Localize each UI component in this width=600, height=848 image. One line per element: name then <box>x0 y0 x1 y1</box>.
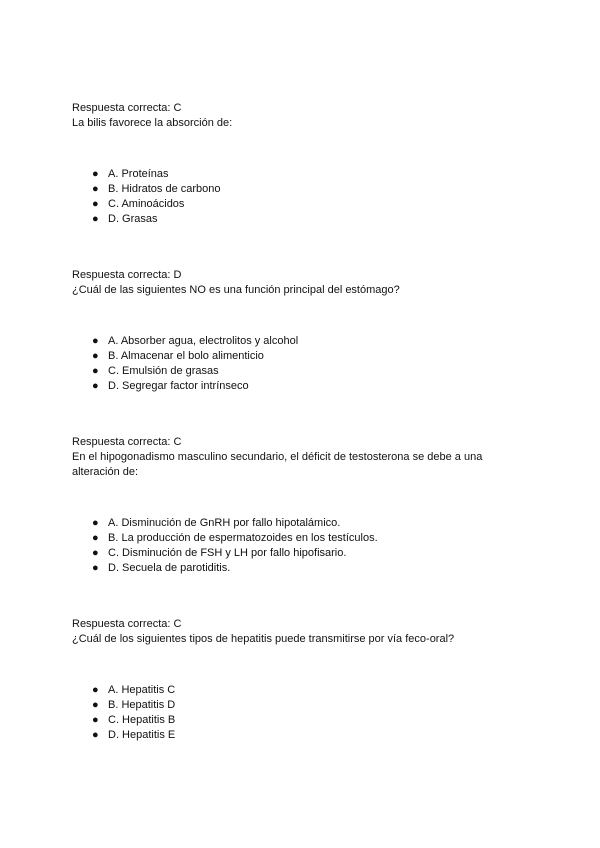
option-item <box>92 334 298 349</box>
option-item <box>92 531 378 546</box>
option-item <box>92 546 378 561</box>
question-block-4 <box>72 617 532 741</box>
option-item <box>92 698 175 713</box>
option-text: C. Aminoácidos <box>108 198 185 210</box>
option-item <box>92 683 175 698</box>
option-item <box>92 713 175 728</box>
option-text: C. Emulsión de grasas <box>108 365 219 377</box>
question-block-1 <box>72 101 532 225</box>
option-text: B. Almacenar el bolo alimenticio <box>108 350 264 362</box>
bullet-icon: ● <box>92 517 99 529</box>
option-item <box>92 212 221 227</box>
option-text: D. Secuela de parotiditis. <box>108 562 231 574</box>
question-block-3 <box>72 435 532 574</box>
option-item <box>92 197 221 212</box>
bullet-icon: ● <box>92 365 99 377</box>
options-list <box>92 683 175 743</box>
bullet-icon: ● <box>92 380 99 392</box>
options-list <box>92 334 298 394</box>
bullet-icon: ● <box>92 714 99 726</box>
question-block-2 <box>72 268 532 392</box>
bullet-icon: ● <box>92 350 99 362</box>
question-text: La bilis favorece la absorción de: <box>72 117 233 129</box>
option-text: D. Segregar factor intrínseco <box>108 380 249 392</box>
options-list <box>92 516 378 576</box>
option-text: B. La producción de espermatozoides en los testículos. <box>108 532 378 544</box>
option-item <box>92 561 378 576</box>
question-text: ¿Cuál de las siguientes NO es una función principal del estómago? <box>72 284 400 296</box>
correct-answer-label: Respuesta correcta: C <box>72 618 182 630</box>
option-item <box>92 516 378 531</box>
option-text: A. Disminución de GnRH por fallo hipotalámico. <box>108 517 341 529</box>
bullet-icon: ● <box>92 168 99 180</box>
bullet-icon: ● <box>92 532 99 544</box>
bullet-icon: ● <box>92 547 99 559</box>
option-text: A. Proteínas <box>108 168 169 180</box>
option-item <box>92 167 221 182</box>
correct-answer-label: Respuesta correcta: D <box>72 269 182 281</box>
bullet-icon: ● <box>92 183 99 195</box>
option-item <box>92 364 298 379</box>
options-list <box>92 167 221 227</box>
correct-answer-label: Respuesta correcta: C <box>72 436 182 448</box>
question-text: ¿Cuál de los siguientes tipos de hepatitis puede transmitirse por vía feco-oral? <box>72 633 455 645</box>
bullet-icon: ● <box>92 562 99 574</box>
bullet-icon: ● <box>92 213 99 225</box>
option-text: A. Hepatitis C <box>108 684 176 696</box>
option-text: B. Hidratos de carbono <box>108 183 221 195</box>
bullet-icon: ● <box>92 699 99 711</box>
option-text: A. Absorber agua, electrolitos y alcohol <box>108 335 299 347</box>
option-text: B. Hepatitis D <box>108 699 176 711</box>
option-item <box>92 379 298 394</box>
bullet-icon: ● <box>92 684 99 696</box>
question-text: En el hipogonadismo masculino secundario, el déficit de testosterona se debe a una alteración de: <box>72 451 483 478</box>
option-item <box>92 728 175 743</box>
option-text: C. Hepatitis B <box>108 714 176 726</box>
correct-answer-label: Respuesta correcta: C <box>72 102 182 114</box>
bullet-icon: ● <box>92 729 99 741</box>
option-item <box>92 182 221 197</box>
option-text: D. Grasas <box>108 213 158 225</box>
option-text: C. Disminución de FSH y LH por fallo hipofisario. <box>108 547 347 559</box>
bullet-icon: ● <box>92 335 99 347</box>
option-text: D. Hepatitis E <box>108 729 176 741</box>
bullet-icon: ● <box>92 198 99 210</box>
option-item <box>92 349 298 364</box>
